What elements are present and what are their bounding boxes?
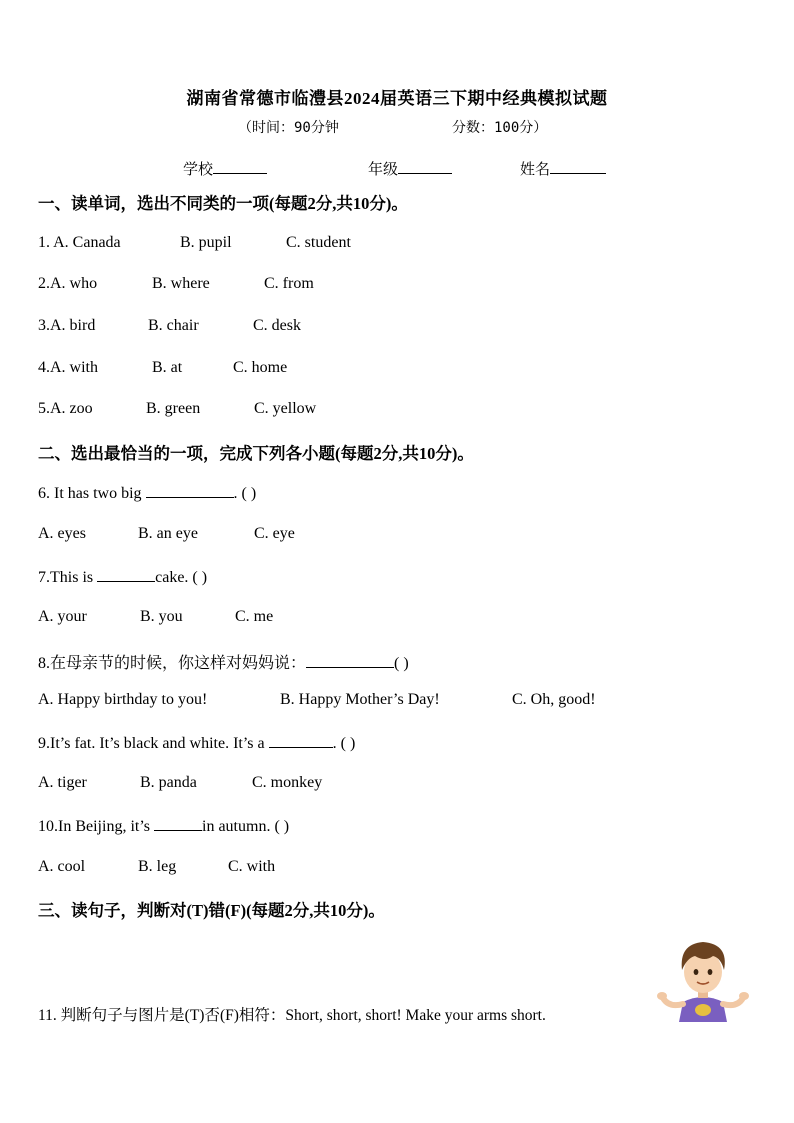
q10-option-a: A. cool xyxy=(38,858,86,875)
q6-option-b: B. an eye xyxy=(138,525,198,542)
q7-tail: cake. ( ) xyxy=(155,569,208,586)
q8-text: 8.在母亲节的时候，你这样对妈妈说： xyxy=(38,655,307,672)
q1-option-c: C. student xyxy=(286,234,351,251)
q8-blank xyxy=(306,653,394,668)
q3-option-c: C. desk xyxy=(253,317,301,334)
school-field xyxy=(183,158,267,179)
q4-option-b: B. at xyxy=(152,359,183,376)
q6-blank xyxy=(146,483,234,498)
q8-stem xyxy=(38,650,409,673)
q1-option-a: 1. A. Canada xyxy=(38,234,121,251)
grade-label: 年级 xyxy=(368,162,399,178)
q9-tail: . ( ) xyxy=(332,735,356,752)
q10-blank xyxy=(154,816,202,831)
q5-option-c: C. yellow xyxy=(254,400,317,417)
q9-blank xyxy=(269,733,333,748)
q6-tail: . ( ) xyxy=(233,485,257,502)
q2-option-b: B. where xyxy=(152,275,210,292)
q8-option-a: A. Happy birthday to you! xyxy=(38,691,208,708)
section-1-heading: 一、读单词，选出不同类的一项(每题2分,共10分)。 xyxy=(38,194,408,213)
q6-text: 6. It has two big xyxy=(38,485,142,502)
boy-shrugging-illustration xyxy=(655,936,751,1022)
q4-option-a: 4.A. with xyxy=(38,359,98,376)
q5-option-b: B. green xyxy=(146,400,201,417)
q7-option-c: C. me xyxy=(235,608,274,625)
q9-option-a: A. tiger xyxy=(38,774,87,791)
q10-text: 10.In Beijing, it’s xyxy=(38,818,150,835)
q3-option-a: 3.A. bird xyxy=(38,317,96,334)
q11-stem: 11. 判断句子与图片是(T)否(F)相符：Short, short, short! Make your arms short. xyxy=(38,1007,546,1024)
q4-option-c: C. home xyxy=(233,359,288,376)
q6-option-a: A. eyes xyxy=(38,525,86,542)
name-label: 姓名 xyxy=(520,162,551,178)
q9-option-c: C. monkey xyxy=(252,774,323,791)
grade-blank xyxy=(398,159,452,174)
name-field xyxy=(520,158,606,179)
q10-tail: in autumn. ( ) xyxy=(202,818,290,835)
page-title: 湖南省常德市临澧县2024届英语三下期中经典模拟试题 xyxy=(186,89,608,108)
q6-stem xyxy=(38,483,256,503)
q2-option-c: C. from xyxy=(264,275,314,292)
section-2-heading: 二、选出最恰当的一项，完成下列各小题(每题2分,共10分)。 xyxy=(38,444,474,463)
q8-tail: ( ) xyxy=(394,655,409,672)
q2-option-a: 2.A. who xyxy=(38,275,98,292)
q1-option-b: B. pupil xyxy=(180,234,232,251)
q9-stem xyxy=(38,733,355,753)
q3-option-b: B. chair xyxy=(148,317,199,334)
q5-option-a: 5.A. zoo xyxy=(38,400,93,417)
q7-stem xyxy=(38,567,207,587)
q8-option-b: B. Happy Mother’s Day! xyxy=(280,691,440,708)
exam-time: （时间：90分钟 xyxy=(238,120,339,136)
exam-score: 分数：100分） xyxy=(452,120,548,136)
q7-option-b: B. you xyxy=(140,608,183,625)
q9-text: 9.It’s fat. It’s black and white. It’s a xyxy=(38,735,265,752)
school-blank xyxy=(213,159,267,174)
school-label: 学校 xyxy=(183,162,214,178)
q8-option-c: C. Oh, good! xyxy=(512,691,596,708)
grade-field xyxy=(368,158,452,179)
q10-option-b: B. leg xyxy=(138,858,177,875)
boy-image xyxy=(655,936,751,1022)
q10-stem xyxy=(38,816,289,836)
section-3-heading: 三、读句子，判断对(T)错(F)(每题2分,共10分)。 xyxy=(38,901,385,920)
q10-option-c: C. with xyxy=(228,858,276,875)
q7-text: 7.This is xyxy=(38,569,94,586)
q7-blank xyxy=(97,567,155,582)
q7-option-a: A. your xyxy=(38,608,87,625)
name-blank xyxy=(550,159,606,174)
q6-option-c: C. eye xyxy=(254,525,295,542)
q9-option-b: B. panda xyxy=(140,774,197,791)
